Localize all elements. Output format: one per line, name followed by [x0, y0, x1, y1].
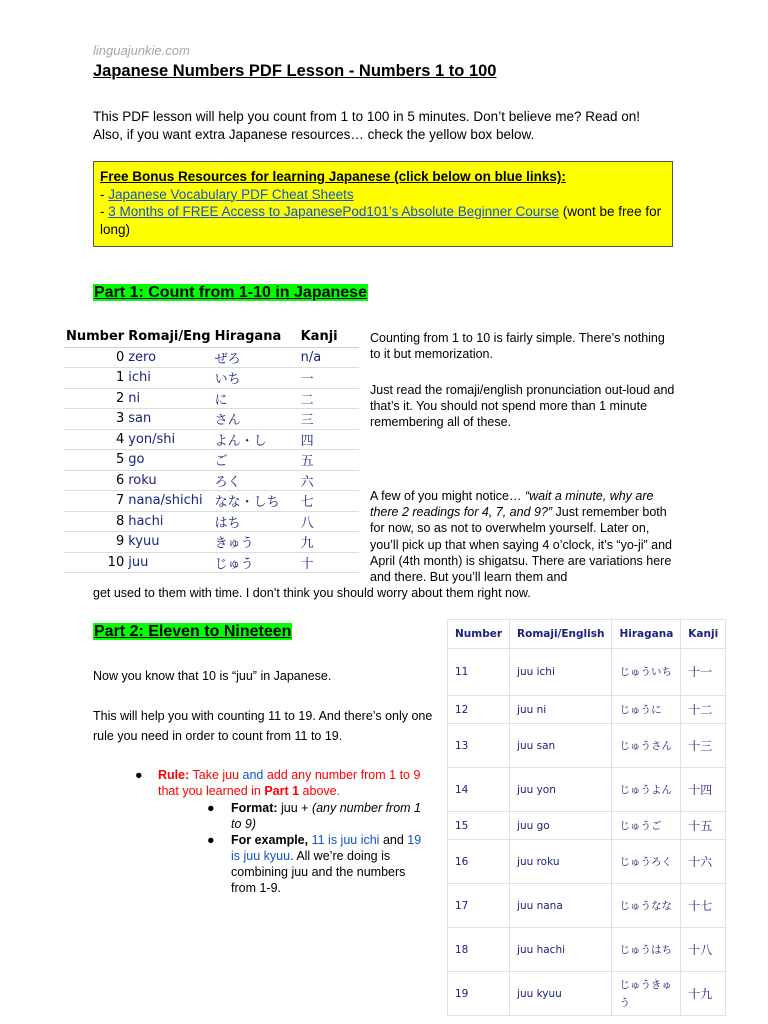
- col-kanji: Kanji: [681, 620, 726, 649]
- cell-number: 15: [448, 812, 510, 840]
- cell-romaji: juu san: [510, 724, 612, 768]
- table-row: [448, 768, 726, 812]
- cell-romaji: ichi: [126, 368, 212, 389]
- col-romaji: Romaji/Eng: [126, 327, 212, 347]
- cell-hiragana: じゅういち: [612, 649, 681, 696]
- cell-romaji: ni: [126, 388, 212, 409]
- japanesepod101-access-link[interactable]: 3 Months of FREE Access to JapanesePod101’s Absolute Beginner Course: [108, 204, 560, 219]
- cell-hiragana: じゅうはち: [612, 928, 681, 972]
- table-row: [64, 491, 359, 512]
- cell-number: 7: [64, 491, 126, 512]
- cell-romaji: san: [126, 409, 212, 430]
- cell-hiragana: ご: [213, 450, 299, 471]
- table-row: [448, 840, 726, 884]
- table-row: [448, 928, 726, 972]
- col-kanji: Kanji: [299, 327, 359, 347]
- cell-kanji: 十五: [681, 812, 726, 840]
- cell-number: 19: [448, 972, 510, 1016]
- table-row: [64, 552, 359, 573]
- cell-kanji: 四: [299, 429, 359, 450]
- cell-kanji: 一: [299, 368, 359, 389]
- part2-paragraph-2: This will help you with counting 11 to 19. And there’s only one rule you need in order to count from 11 to 19.: [93, 709, 433, 743]
- table-row: [64, 409, 359, 430]
- cell-number: 12: [448, 696, 510, 724]
- table-row: [64, 368, 359, 389]
- rule-text-a: Take juu: [189, 768, 243, 782]
- cell-hiragana: ぜろ: [213, 347, 299, 368]
- cell-number: 3: [64, 409, 126, 430]
- cell-romaji: yon/shi: [126, 429, 212, 450]
- rule-label: Rule:: [158, 768, 190, 782]
- cell-romaji: juu ni: [510, 696, 612, 724]
- table-row: [64, 388, 359, 409]
- cell-kanji: 七: [299, 491, 359, 512]
- intro-line-2: Also, if you want extra Japanese resources… check the yellow box below.: [93, 127, 535, 142]
- table-row: [448, 972, 726, 1016]
- table-body: [64, 347, 359, 573]
- table-row: [448, 812, 726, 840]
- example-11: 11 is juu ichi: [308, 833, 380, 847]
- vocabulary-cheat-sheets-link[interactable]: Japanese Vocabulary PDF Cheat Sheets: [108, 186, 354, 202]
- cell-hiragana: いち: [213, 368, 299, 389]
- cell-hiragana: よん・し: [213, 429, 299, 450]
- part1-paragraph-3-continued: get used to them with time. I don’t think you should worry about them right now.: [93, 586, 531, 600]
- table-row: [64, 450, 359, 471]
- part1-paragraph-2: Just read the romaji/english pronunciation out-loud and that’s it. You should not spend more than 1 minute remembering all of these.: [370, 383, 675, 430]
- table-row: [64, 347, 359, 368]
- cell-number: 16: [448, 840, 510, 884]
- bullet-dot-icon: ●: [135, 768, 143, 782]
- numbers-11-19-table: [447, 619, 726, 1016]
- cell-hiragana: はち: [213, 511, 299, 532]
- cell-romaji: nana/shichi: [126, 491, 212, 512]
- rule-text-e: above.: [299, 784, 341, 798]
- cell-kanji: n/a: [299, 347, 359, 368]
- rule-part1-ref: Part 1: [264, 784, 300, 798]
- cell-hiragana: なな・しち: [213, 491, 299, 512]
- cell-number: 13: [448, 724, 510, 768]
- bonus-item-1: [100, 186, 666, 204]
- cell-hiragana: じゅう: [213, 552, 299, 573]
- rule-text-c: add any number from 1 to 9 that you learned in: [158, 768, 421, 798]
- cell-romaji: go: [126, 450, 212, 471]
- table-row: [448, 724, 726, 768]
- format-item: [231, 800, 431, 832]
- part1-paragraph-3: [370, 488, 675, 585]
- bonus-tail: (wont be free for long): [100, 204, 662, 237]
- cell-kanji: 十九: [681, 972, 726, 1016]
- cell-number: 2: [64, 388, 126, 409]
- para3-quote: “wait a minute, why are there 2 readings for 4, 7, and 9?”: [370, 489, 654, 520]
- site-url: linguajunkie.com: [93, 43, 190, 58]
- cell-romaji: hachi: [126, 511, 212, 532]
- cell-romaji: roku: [126, 470, 212, 491]
- example-item: [231, 832, 431, 896]
- cell-hiragana: じゅうに: [612, 696, 681, 724]
- dash: -: [100, 186, 109, 202]
- dash: -: [100, 204, 109, 219]
- cell-kanji: 十六: [681, 840, 726, 884]
- cell-romaji: juu nana: [510, 884, 612, 928]
- rule-item: [158, 767, 438, 799]
- cell-number: 4: [64, 429, 126, 450]
- cell-hiragana: じゅうなな: [612, 884, 681, 928]
- cell-number: 18: [448, 928, 510, 972]
- cell-number: 8: [64, 511, 126, 532]
- cell-kanji: 五: [299, 450, 359, 471]
- example-19: 19 is juu kyuu: [231, 833, 422, 863]
- part2-heading: Part 2: Eleven to Nineteen: [94, 623, 292, 640]
- cell-kanji: 十四: [681, 768, 726, 812]
- intro-line-1: This PDF lesson will help you count from 1 to 100 in 5 minutes. Don’t believe me? Read on!: [93, 109, 641, 124]
- cell-kanji: 九: [299, 532, 359, 553]
- table-row: [448, 696, 726, 724]
- table-row: [448, 649, 726, 696]
- example-and: and: [379, 833, 408, 847]
- part1-heading-wrap: [93, 283, 368, 303]
- col-hiragana: Hiragana: [213, 327, 299, 347]
- table-row: [64, 470, 359, 491]
- cell-number: 9: [64, 532, 126, 553]
- bonus-item-2: [100, 203, 666, 238]
- para3-rest: Just remember both for now, so as not to overwhelm yourself. Later on, you’ll pick up that when saying 4 o’clock, it’s “yo-ji” and April (4th month) is shigatsu. There are variations here and there. But you’ll learn them and: [370, 505, 672, 585]
- table-row: [64, 429, 359, 450]
- table-row: [64, 532, 359, 553]
- part1-paragraph-1: Counting from 1 to 10 is fairly simple. There’s nothing to it but memorization.: [370, 331, 665, 362]
- intro-paragraph: [93, 108, 683, 144]
- table-body: [448, 649, 726, 1016]
- bullet-dot-icon: ●: [207, 833, 215, 847]
- cell-romaji: juu roku: [510, 840, 612, 884]
- cell-kanji: 八: [299, 511, 359, 532]
- cell-hiragana: じゅうさん: [612, 724, 681, 768]
- cell-kanji: 十二: [681, 696, 726, 724]
- col-number: Number: [448, 620, 510, 649]
- cell-kanji: 三: [299, 409, 359, 430]
- cell-romaji: juu: [126, 552, 212, 573]
- cell-romaji: juu yon: [510, 768, 612, 812]
- cell-kanji: 十三: [681, 724, 726, 768]
- page-title: Japanese Numbers PDF Lesson - Numbers 1 to 100: [93, 62, 497, 80]
- cell-number: 17: [448, 884, 510, 928]
- cell-romaji: juu go: [510, 812, 612, 840]
- example-rest: . All we’re doing is combining juu and the numbers from 1-9.: [231, 849, 406, 895]
- cell-kanji: 六: [299, 470, 359, 491]
- cell-number: 0: [64, 347, 126, 368]
- cell-hiragana: じゅうろく: [612, 840, 681, 884]
- para3-start: A few of you might notice…: [370, 489, 525, 503]
- cell-kanji: 二: [299, 388, 359, 409]
- part2-paragraph-1: Now you know that 10 is “juu” in Japanese.: [93, 669, 332, 683]
- bullet-dot-icon: ●: [207, 801, 215, 815]
- cell-romaji: juu ichi: [510, 649, 612, 696]
- format-text: juu +: [277, 801, 312, 815]
- cell-romaji: juu hachi: [510, 928, 612, 972]
- col-number: Number: [64, 327, 126, 347]
- cell-kanji: 十一: [681, 649, 726, 696]
- cell-number: 5: [64, 450, 126, 471]
- part2-heading-wrap: [93, 622, 292, 642]
- cell-romaji: zero: [126, 347, 212, 368]
- part1-heading: Part 1: Count from 1-10 in Japanese: [94, 284, 367, 301]
- col-romaji-english: Romaji/English: [510, 620, 612, 649]
- table-row: [448, 884, 726, 928]
- bonus-heading: Free Bonus Resources for learning Japanese (click below on blue links):: [100, 169, 566, 184]
- cell-hiragana: じゅうきゅう: [612, 972, 681, 1016]
- cell-hiragana: に: [213, 388, 299, 409]
- bonus-resources-box: [93, 161, 673, 247]
- table-row: [64, 511, 359, 532]
- cell-number: 6: [64, 470, 126, 491]
- example-label: For example,: [231, 833, 309, 847]
- table-header-row: [64, 327, 359, 347]
- rule-text-and: and: [242, 768, 264, 782]
- cell-kanji: 十七: [681, 884, 726, 928]
- cell-number: 1: [64, 368, 126, 389]
- cell-romaji: juu kyuu: [510, 972, 612, 1016]
- cell-hiragana: さん: [213, 409, 299, 430]
- table-header-row: [448, 620, 726, 649]
- cell-romaji: kyuu: [126, 532, 212, 553]
- cell-hiragana: じゅうご: [612, 812, 681, 840]
- cell-number: 11: [448, 649, 510, 696]
- cell-number: 10: [64, 552, 126, 573]
- cell-hiragana: じゅうよん: [612, 768, 681, 812]
- cell-kanji: 十八: [681, 928, 726, 972]
- col-hiragana: Hiragana: [612, 620, 681, 649]
- numbers-1-10-table: [64, 327, 359, 573]
- cell-number: 14: [448, 768, 510, 812]
- format-label: Format:: [231, 801, 278, 815]
- cell-kanji: 十: [299, 552, 359, 573]
- cell-hiragana: きゅう: [213, 532, 299, 553]
- cell-hiragana: ろく: [213, 470, 299, 491]
- format-italic: (any number from 1 to 9): [231, 801, 422, 831]
